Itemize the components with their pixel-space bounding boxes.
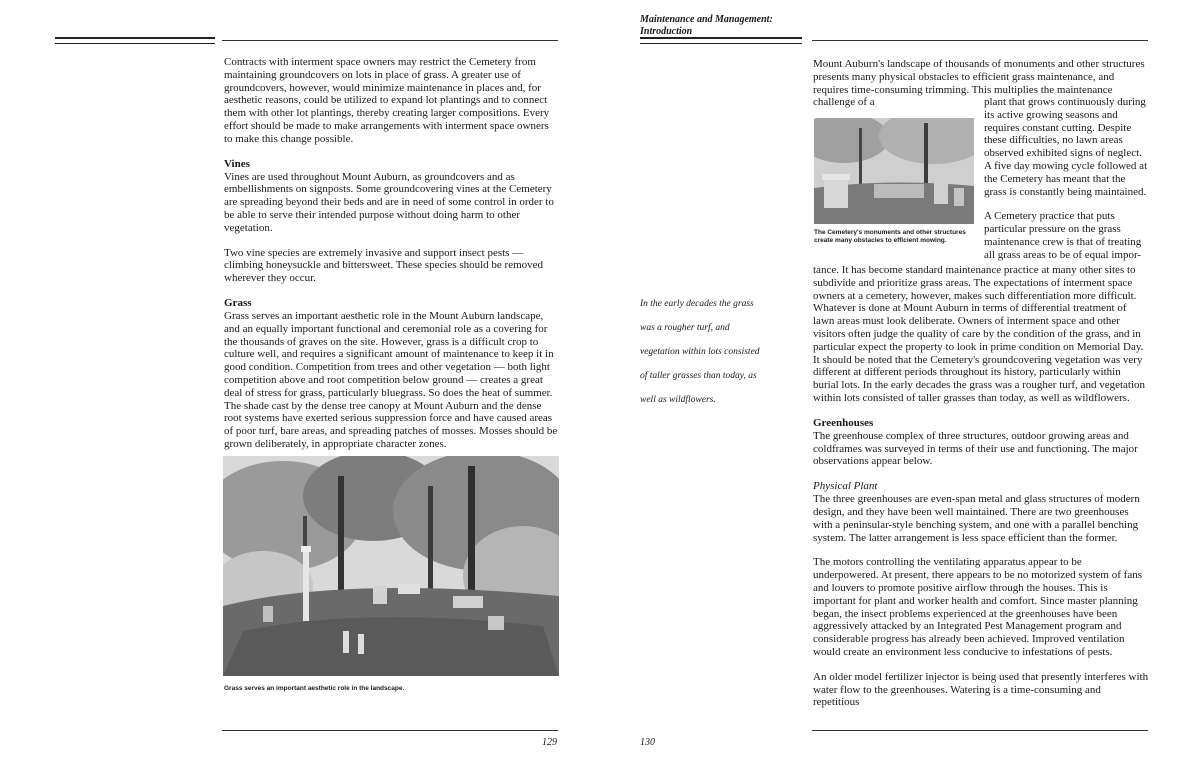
physical-plant-paragraph-3: An older model fertilizer injector is being used that presently interferes with water flow to the greenhouses. Watering is a time-consuming and repetitious (813, 670, 1149, 709)
intro-paragraph-top: Mount Auburn's landscape of thousands of monuments and other structures presents many physical obstacles to efficient grass maintenance, and requires time-consuming trimming. This multiplies the maintenance challenge of a (813, 58, 1145, 109)
header-thin-rule (222, 40, 558, 41)
photo-caption: Grass serves an important aesthetic role in the landscape. (224, 685, 405, 692)
grass-heading: Grass (224, 296, 252, 309)
practice-paragraph-wrap: A Cemetery practice that puts particular pressure on the grass maintenance crew is that of treating all grass areas to be of equal impor- (984, 210, 1142, 261)
cemetery-landscape-photo (223, 456, 559, 676)
practice-paragraph-rest: tance. It has become standard maintenance practice at many other sites to subdivide and prioritize grass areas. The expectations of interment space owners at a cemetery, however, makes such differentiation more difficult. Whatever is done at Mount Auburn in terms of differential treatment of lawn areas must look deliberate. Owners of interment space and other visitors often judge the quality of care by the condition of the grass, and in particular expect the property to look in prime condition on Memorial Day. It should be noted that the Cemetery's groundcovering vegetation was very different at different periods throughout its history, particularly within burial lots. In the early decades the grass was a rougher turf, and vegetation within lots consisted of taller grasses than today, as well as wildflowers. (813, 264, 1146, 404)
pull-quote: In the early decades the grass was a rougher turf, and vegetation within lots consisted of taller grasses than today, as well as wildflowers. (640, 299, 760, 405)
vines-heading: Vines (224, 157, 250, 170)
wrapped-text-beside-photo (984, 96, 1150, 262)
monuments-photo-caption: The Cemetery's monuments and other structures create many obstacles to efficient mowing. (814, 229, 966, 244)
footer-rule (222, 730, 558, 731)
greenhouses-heading: Greenhouses (813, 416, 874, 429)
header-double-rule (640, 37, 802, 44)
monuments-photo (814, 118, 974, 224)
greenhouses-paragraph: The greenhouse complex of three structures, outdoor growing areas and coldframes was surveyed in terms of their use and functioning. The major observations appear below. (813, 429, 1138, 468)
groundcover-paragraph: Contracts with interment space owners may restrict the Cemetery from maintaining groundcovers on lots in place of grass. A greater use of groundcovers, however, would minimize maintenance in places and, for aesthetic reasons, could be utilized to expand lot plantings and to connect them with other lot plantings, thereby creating larger compositions. Every effort should be made to make arrangements with interment space owners to make this change possible. (224, 56, 550, 145)
running-head (640, 14, 840, 38)
header-double-rule (55, 37, 215, 44)
running-head-section: Maintenance and Management: (640, 14, 773, 25)
page-number: 129 (542, 737, 557, 748)
right-page (600, 0, 1200, 776)
vines-paragraph-2: Two vine species are extremely invasive and support insect pests — climbing honeysuckle and bittersweet. These species should be removed wherever they occur. (224, 246, 544, 285)
footer-rule (812, 730, 1148, 731)
left-text-column (224, 56, 560, 451)
running-head-subsection: Introduction (640, 26, 693, 37)
page-number: 130 (640, 737, 655, 748)
header-thin-rule (812, 40, 1148, 41)
grass-paragraph: Grass serves an important aesthetic role in the Mount Auburn landscape, and an equally important functional and ceremonial role as a covering for the thousands of graves on the site. However, grass is a difficult crop to culture well, and requires a significant amount of maintenance to keep it in good condition. Competition from trees and other vegetation — both light competition above and root competition below ground — creates a great deal of stress for grass, particularly bluegrass. So does the heat of summer. The shade cast by the dense tree canopy at Mount Auburn and the dense root systems have exerted serious suppression force and have caused areas of poor turf, bare areas, and spreading patches of mosses. Mosses should be grown deliberately, in appropriate character zones. (224, 309, 558, 450)
physical-plant-paragraph-1: The three greenhouses are even-span metal and glass structures of modern design, and they have been well maintained. There are two greenhouses with a peninsular-style benching system, and one with a parallel benching system. The latter arrangement is less space efficient than the former. (813, 493, 1140, 544)
intro-paragraph-wrap: plant that grows continuously during its active growing seasons and requires constant cutting. Despite these difficulties, no lawn areas observed exhibited signs of neglect. A five day mowing cycle followed at the Cemetery has meant that the grass is constantly being maintained. (984, 96, 1148, 198)
physical-plant-paragraph-2: The motors controlling the ventilating apparatus appear to be underpowered. At present, there appears to be no motorized system of fans and louvers to promote positive airflow through the houses. This is important for plant and worker health and comfort. Since master planning began, the insect problems experienced at the greenhouses have been aggressively attacked by an Integrated Pest Management program and considerable progress has already been achieved. Improved ventilation would create an environment less conducive to infestations of pests. (813, 556, 1142, 658)
right-text-column (813, 264, 1149, 709)
vines-paragraph-1: Vines are used throughout Mount Auburn, as groundcovers and as embellishments on signposts. Some groundcovering vines at the Cemetery are spreading beyond their beds and are in need of some control in order to be able to serve their intended purpose without doing harm to other vegetation. (224, 170, 554, 234)
physical-plant-heading: Physical Plant (813, 480, 878, 493)
